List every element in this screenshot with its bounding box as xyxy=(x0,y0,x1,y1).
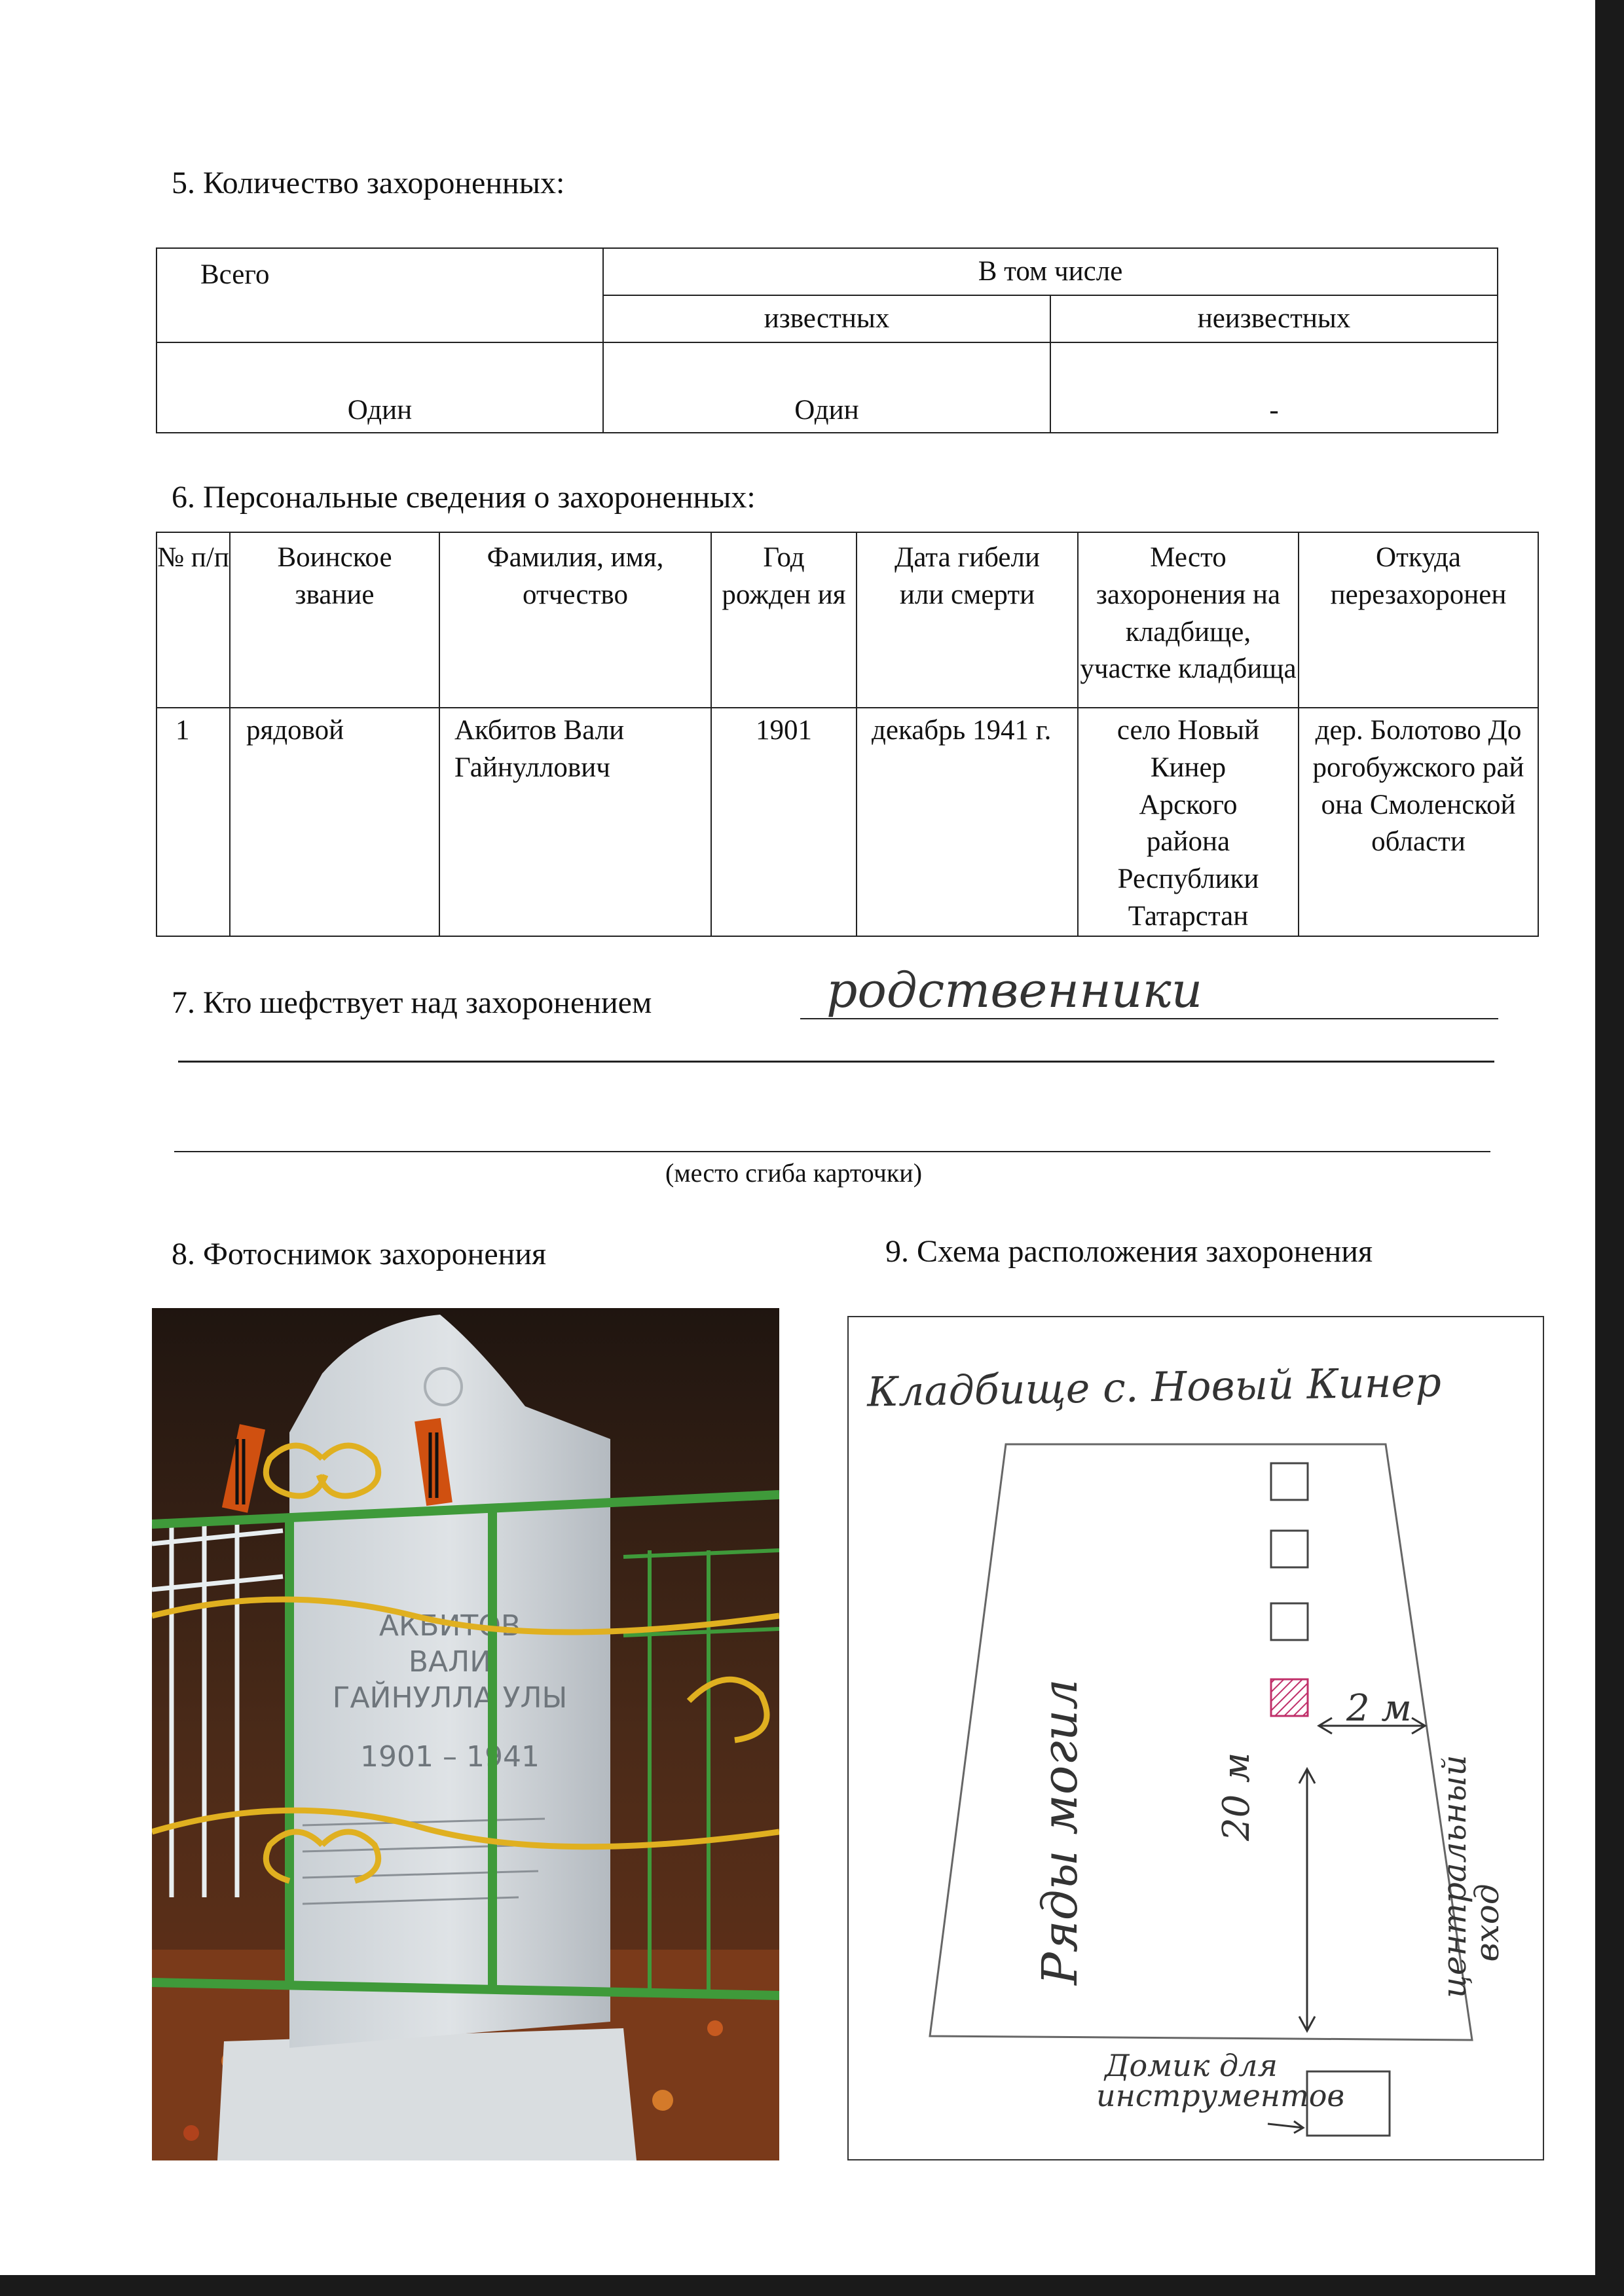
cell-name: Акбитов Вали Гайнуллович xyxy=(439,708,711,936)
stone-line-3: ГАЙНУЛЛА УЛЫ xyxy=(332,1681,568,1715)
header-death-date: Дата гибели или смерти xyxy=(857,532,1078,708)
cell-burial-place: село Новый Кинер Арского района Республики Татарстан xyxy=(1078,708,1299,936)
burials-count-table xyxy=(156,247,1498,433)
scheme-entrance-label: центральный вход xyxy=(1435,1755,1506,1998)
cell-reburied-from: дер. Болотово Дорогобужского района Смоленской области xyxy=(1299,708,1538,936)
cell-rank: рядовой xyxy=(230,708,439,936)
col-known-header: известных xyxy=(603,295,1050,342)
scheme-drawing xyxy=(849,1317,1543,2159)
section-7-label: 7. Кто шефствует над захоронением xyxy=(172,985,652,1020)
header-rank: Воинское звание xyxy=(230,532,439,708)
grave-target xyxy=(1271,1679,1308,1716)
scheme-shed-label: Домик для инструментов xyxy=(1096,2048,1345,2113)
header-birth-year: Год рожден ия xyxy=(711,532,857,708)
section-8-title: 8. Фотоснимок захоронения xyxy=(172,1237,547,1271)
col-including-header: В том числе xyxy=(603,248,1498,295)
location-scheme xyxy=(847,1316,1544,2160)
header-burial-place: Место захоронения на кладбище, участке кладбища xyxy=(1078,532,1299,708)
header-name: Фамилия, имя, отчество xyxy=(439,532,711,708)
val-unknown: - xyxy=(1050,342,1498,433)
grave-1 xyxy=(1271,1463,1308,1500)
col-total-header: Всего xyxy=(157,248,603,342)
sponsor-handwritten: родственники xyxy=(826,962,1203,1019)
col-unknown-header: неизвестных xyxy=(1050,295,1498,342)
section-9-title: 9. Схема расположения захоронения xyxy=(885,1234,1373,1269)
grave-3 xyxy=(1271,1603,1308,1640)
stone-line-1: АКБИТОВ xyxy=(378,1609,521,1643)
section-5-title: 5. Количество захороненных: xyxy=(172,166,565,200)
header-num: № п/п xyxy=(157,532,230,708)
header-reburied-from: Откуда перезахоронен xyxy=(1299,532,1538,708)
scheme-dist-vertical: 20 м xyxy=(1215,1752,1258,1841)
burial-photo-svg xyxy=(152,1308,779,2160)
personal-info-table xyxy=(156,532,1539,937)
cell-death-date: декабрь 1941 г. xyxy=(857,708,1078,936)
sponsor-underline xyxy=(800,1018,1498,1019)
burial-photo xyxy=(152,1308,779,2160)
scheme-dist-horizontal: 2 м xyxy=(1346,1687,1412,1730)
grave-2 xyxy=(1271,1531,1308,1567)
val-known: Один xyxy=(603,342,1050,433)
val-total: Один xyxy=(157,342,603,433)
cell-birth-year: 1901 xyxy=(711,708,857,936)
fold-line xyxy=(174,1151,1490,1152)
stone-line-2: ВАЛИ xyxy=(408,1645,492,1679)
scheme-cemetery-label: Кладбище с. Новый Кинер xyxy=(866,1358,1442,1416)
sponsor-second-line xyxy=(178,1061,1494,1063)
scheme-rows-label: Ряды могил xyxy=(1032,1679,1088,1985)
cemetery-outline xyxy=(930,1444,1472,2040)
section-6-title: 6. Персональные сведения о захороненных: xyxy=(172,480,756,515)
cell-num: 1 xyxy=(157,708,230,936)
fold-label: (место сгиба карточки) xyxy=(665,1158,923,1188)
stone-line-4: 1901 – 1941 xyxy=(360,1740,540,1774)
